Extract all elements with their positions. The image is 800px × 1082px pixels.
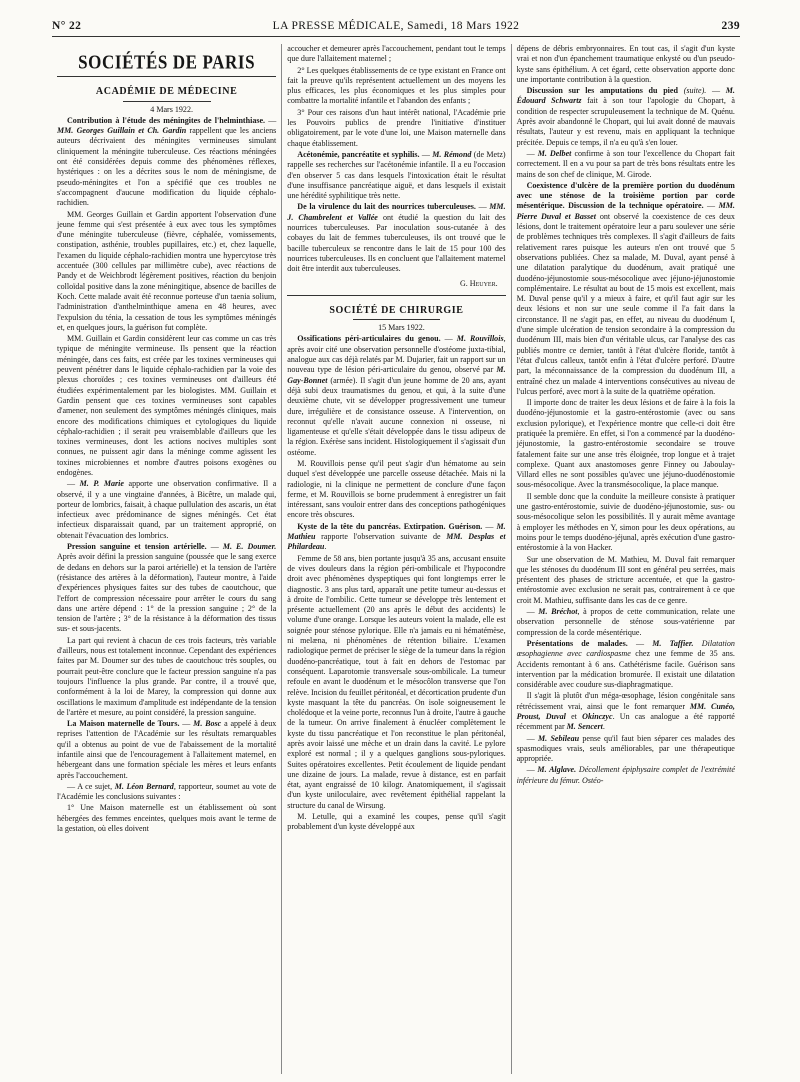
- session-date: 15 Mars 1922.: [378, 323, 425, 333]
- paragraph: — M. Alglave. Décollement épiphysaire complet de l'extrémité inférieure du fémur. Ostéo-: [516, 765, 735, 785]
- paragraph: M. Letulle, qui a examiné les coupes, pense qu'il s'agit probablement d'un kyste développé aux: [287, 812, 506, 832]
- paragraph: 1° Une Maison maternelle est un établissement où sont hébergées des femmes enceintes, quelques mois avant le terme de la gestation, où elles doivent: [57, 803, 277, 834]
- author: M. Édouard Schwartz: [516, 86, 735, 106]
- author: M. P. Marie: [79, 479, 124, 489]
- author: MM. Pierre Duval et Basset: [516, 201, 735, 221]
- article-title: Coexistence d'ulcère de la première portion du duodénum avec une sténose de la troisième portion par corde mésentérique. Discussion de la technique opératoire.: [516, 180, 735, 211]
- column-3: [511, 44, 740, 1074]
- author: M. E. Doumer.: [222, 542, 277, 552]
- author: Okinczyc: [582, 712, 613, 721]
- divider: [287, 295, 505, 296]
- author: M. Rémond: [432, 149, 472, 159]
- author: M. Mathieu: [287, 521, 506, 542]
- paragraph: M. Rouvillois pense qu'il peut s'agir d'un hématome au sein duquel s'est développée une parcelle osseuse détachée. Mais ni la radiologie, ni la clinique ne permettent de conclure d'une façon ferme, et M. Rouvillois se borne prudemment à enregistrer un fait intéressant, sans vouloir entrer dans des conceptions pathogéniques encore très obscures.: [287, 458, 506, 520]
- paragraph: Kyste de la tête du pancréas. Extirpation. Guérison. — M. Mathieu rapporte l'observation suivante de MM. Desplas et Philardeau.: [287, 521, 506, 552]
- divider: [57, 76, 276, 77]
- paragraph: dépens de débris embryonnaires. En tout cas, il s'agit d'un kyste vrai et non d'un épanchement traumatique enkysté ou d'un pseudo-kyste sans épithélium. A cet égard, cette observation apporte donc une importante contribution à la question.: [516, 44, 735, 84]
- article-title: Pression sanguine et tension artérielle.: [67, 542, 207, 552]
- paragraph: Ossifications péri-articulaires du genou. — M. Rouvillois, après avoir cité une observation personnelle d'ostéome juxta-tibial, analogue aux cas déjà relatés par M. Dujarier, fait un rapport sur un nouveau type de lésion péri-articulaire du genou, observé par M. Gay-Bonnet (armée). Il s'agit d'un jeune homme de 20 ans, ayant déjà subi deux traumatismes du genou, et qui, à la suite d'une deuxième chute, vit se développer progressivement une tumeur dure, irrégulière et de consistance osseuse. A l'intervention, on reconnut qu'elle n'avait aucune connexion ni osseuse, ni ligamenteuse et qu'elle s'était développée dans le tissu adipeux de la région. Exérèse sans incident. Histologiquement il s'agissait d'un ostéome.: [287, 334, 506, 457]
- author: MM. Cunéo, Proust, Duval: [516, 701, 735, 721]
- journal-title: LA PRESSE MÉDICALE, Samedi, 18 Mars 1922: [272, 20, 520, 32]
- author: MM. J. Chambrelent et Vallée: [287, 202, 506, 222]
- article-title: Discussion sur les amputations du pied: [526, 86, 678, 96]
- section-title: SOCIÉTÉS DE PARIS: [78, 51, 256, 74]
- article-title: Ossifications péri-articulaires du genou.: [297, 334, 441, 344]
- signature: G. Heuyer.: [459, 278, 498, 288]
- paragraph: MM. Georges Guillain et Gardin apportent l'observation d'une jeune femme qui s'est présentée à eux avec tous les symptômes d'une méningite tuberculeuse (fièvre, céphalée, vomissements, constipation, asthénie, troubles pupillaires, etc.) et, chez laquelle, l'examen du liquide céphalo-rachidien montra une hypercytose très accentuée (300 cellules par millimètre cube), avec réactions de Pandy et de Weichbrodt légèrement positives, réaction du benjoin colloïdal positive dans la zone méningitique, absence de bacilles de Koch. Cette malade avait été reconnue porteuse d'un taenia solium, l'administration d'anthelminthique amena en 48 heures, avec l'expulsion du ténia, la cessation de tous les symptômes méningés et, en quelques jours, la guérison fut complète.: [57, 209, 277, 332]
- paragraph: — A ce sujet, M. Léon Bernard, rapporteur, soumet au vote de l'Académie les conclusions suivantes :: [57, 781, 277, 802]
- header-rule: [52, 36, 740, 37]
- author: M. Gay-Bonnet: [287, 365, 506, 385]
- society-title: ACADÉMIE DE MÉDECINE: [95, 86, 238, 98]
- paragraph: Il importe donc de traiter les deux lésions et de faire à la fois la duodéno-jéjunostomie et la gastro-entérostomie (avec ou sans exclusion pylorique), et l'expérience montre que celle-ci doit être pratiquée la première. En effet, si l'on a commencé par la duodéno-jéjunostomie, la gastro-entérostomie secondaire se trouve fatalement faite sur une anse très éloignée, trop longue et à trajet complexe. Quant aux anastomoses genre Finney ou Jaboulay-Villard elles ne sont possibles qu'avec une jéjuno-duodénostomie sous-mésocolique. Avec la transmésocolique, la place manque.: [516, 398, 735, 490]
- paragraph: 3° Pour ces raisons d'un haut intérêt national, l'Académie prie les Pouvoirs publics de prendre l'initiative d'instituer obligatoirement, par le vote d'une loi, une Maison maternelle dans chaque établissement.: [287, 107, 506, 148]
- paragraph: Femme de 58 ans, bien portante jusqu'à 35 ans, accusant ensuite de vives douleurs dans la région péri-ombilicale et l'hypocondre droit avec phénomènes dyspeptiques qui font longtemps errer le diagnostic. 3 ans plus tard, apparaît une petite tumeur au-dessus et à droite de l'ombilic. Cette tumeur se développe très lentement et présente actuellement (20 ans après le début des accidents) le volume d'une orange. Lorsque les auteurs voient la malade, elle est soignée pour sténose pylorique. Elle n'a jamais eu ni hématémèse, ni melæna, ni phénomènes de rétention biliaire. L'examen radiologique permet de préciser le siège de la tumeur dans la région duodéno-pancréatique, tout à fait en dehors de l'estomac par conséquent. Laparotomie transversale sous-ombilicale. La tumeur refoule en avant le duodénum et le mésocôlon transverse que l'on relève. Incision du feuillet péritonéal, et décortication prudente d'un kyste masquant la tête du pancréas. On isole soigneusement le cholédoque et la veine porte, reconnus l'un à droite, l'autre à gauche de la tumeur. On arrive finalement à énucléer complètement le kyste du tissu pancréatique et l'on reconstitue le plan péritonéal, après avoir laissé une mèche et un drain dans la cavité. Le pylore exploré est normal ; il y a quelques ganglions sous-pyloriques. Suites opératoires excellentes. Petit écoulement de liquide pendant une dizaine de jours. La malade, revue à distance, est en parfait état, ayant engraissé de 10 kilogr. Anatomiquement, il s'agissait d'un kyste uniloculaire, avec revêtement épithélial rappelant la structure du canal de Wirsung.: [287, 553, 506, 810]
- author: M. Bosc: [193, 719, 222, 729]
- author: M. Sebileau: [537, 733, 580, 743]
- article-title: Contribution à l'étude des méningites de l'helminthiase.: [67, 115, 266, 125]
- page-header: [52, 20, 740, 36]
- session-date: 4 Mars 1922.: [150, 104, 193, 114]
- paragraph: Discussion sur les amputations du pied (suite). — M. Édouard Schwartz fait à son tour l'apologie du Chopart, à condition de respecter scrupuleusement la technique de M. Quénu. Après avoir abandonné le Chopart, qui lui avait donné de mauvais résultats, l'auteur y est revenu, mais en appliquant la technique précitée. Depuis ce temps, il n'a eu qu'à s'en louer.: [516, 86, 735, 147]
- author: M. Delbet: [537, 148, 572, 158]
- paragraph: Contribution à l'étude des méningites de l'helminthiase. — MM. Georges Guillain et Ch. Gardin rappellent que les anciens auteurs décrivaient des méningites vermineuses simulant cliniquement la méningite tuberculeuse. Ces réactions méningées ont été considérées depuis comme des phénomènes réflexes, hystériques : on les a décrites sous le nom de méningisme, de pseudo-méningites et l'on a spécifié que ces troubles ne s'accompagnent d'aucune modification du liquide céphalo-rachidien.: [57, 115, 277, 208]
- paragraph: La part qui revient à chacun de ces trois facteurs, très variable d'ailleurs, nous est totalement inconnue. Cependant des expériences faites par M. Doumer sur des tubes de caoutchouc très souples, ou pourrait peut-être conclure que le facteur pression sanguine n'a pas toujours l'influence la plus grande. Par contre, il a trouvé que, conformément à la loi de Marey, la compression qui donne aux oscillations le maximum d'amplitude est indépendante de la tension de l'artère et mesure, au point considéré, la pression sanguine.: [57, 635, 277, 717]
- paragraph: — M. Delbet confirme à son tour l'excellence du Chopart fait correctement. Il en a vu pour sa part de très bons résultats entre les mains de son chef de clinique, M. Girode.: [516, 148, 735, 179]
- author: M. Alglave.: [537, 765, 577, 775]
- article-title: Kyste de la tête du pancréas. Extirpation. Guérison.: [297, 521, 483, 531]
- author: M. Rouvillois: [456, 334, 504, 344]
- article-title: La Maison maternelle de Tours.: [67, 719, 180, 729]
- issue-number: N° 22: [52, 20, 82, 32]
- divider: [353, 319, 440, 320]
- paragraph: — M. Bréchot, à propos de cette communication, relate une observation personnelle de sténose sous-vatérienne par compression de la corde mésentérique.: [516, 607, 735, 637]
- article-columns: [52, 44, 740, 1074]
- paragraph: 2° Les quelques établissements de ce type existant en France ont fait la preuve qu'ils représentent actuellement un des moyens les plus efficaces, les plus économiques et les plus simples pour combattre la mortalité infantile et l'abandon des enfants ;: [287, 65, 506, 106]
- paragraph: Pression sanguine et tension artérielle. — M. E. Doumer. Après avoir défini la pression sanguine (poussée que le sang exerce de dedans en dehors sur la paroi artérielle) et la tension de l'artère (résistance des artères à la déformation), l'auteur montre, à l'aide d'expériences physiques faites sur des tubes de caoutchouc, que l'effort de compression nécessaire pour arrêter le cours du sang dans une artère dépend : 1° de la pression sanguine ; 2° de la tension de l'artère ; 3° de la résistance à la déformation des tissus sus- et sous-jacents.: [57, 542, 277, 634]
- author: M. Sencert: [566, 722, 603, 732]
- paragraph: MM. Guillain et Gardin considèrent leur cas comme un cas très typique de méningite vermineuse. Ils pensent que la réaction méningée, dans ces faits, est créée par les toxines vermineuses qui peuvent pénétrer dans le liquide céphalo-rachidien par la voie des plexus choroïdes ; ces toxines vermineuses ont d'ailleurs été étudiées expérimentalement par les biologistes. MM. Guillain et Gardin pensent que ces toxines vermineuses sont capables d'amener, non seulement des symptômes méningés cliniques, mais encore des modifications chimiques et cytologiques du liquide céphalo-rachidien ; il serait peu vraisemblable d'ailleurs que les toxines vermineuses, dont les actions nocives multiples sont connues, ne puissent agir dans la méninge comme agissent les toxines microbiennes et nombre d'autres poisons exogènes ou endogènes.: [57, 334, 277, 477]
- page-number: 239: [721, 20, 740, 32]
- article-title: De la virulence du lait des nourrices tuberculeuses.: [297, 202, 476, 212]
- author: M. Bréchot: [538, 607, 578, 617]
- society-title: SOCIÉTÉ DE CHIRURGIE: [329, 304, 464, 316]
- column-2: [281, 44, 510, 1074]
- author: M. Taffier.: [652, 638, 694, 648]
- paragraph: Acétonémie, pancréatite et syphilis. — M. Rémond (de Metz) rappelle ses recherches sur l'acétonémie infantile. Il a eu l'occasion d'en observer 5 cas dans lesquels l'intoxication était le résultat d'une insuffisance pancréatique aiguë, et dans lesquels il existait une hérédité syphilitique très nette.: [287, 149, 506, 201]
- paragraph: Sur une observation de M. Mathieu, M. Duval fait remarquer que les sténoses du duodénum III sont en général peu serrées, mais présentent des phases de stricture accentuée, et que la gastro-entérostomie avec exclusion ne serait pas, contrairement à ce que croit M. Mathieu, suffisante dans les cas de ce genre.: [516, 554, 735, 605]
- author: M. Léon Bernard: [114, 781, 174, 791]
- divider: [123, 101, 211, 102]
- paragraph: accoucher et demeurer après l'accouchement, pendant tout le temps que dure l'allaitement maternel ;: [287, 44, 506, 64]
- paragraph: Coexistence d'ulcère de la première portion du duodénum avec une sténose de la troisième portion par corde mésentérique. Discussion de la technique opératoire. — MM. Pierre Duval et Basset ont observé la coexistence de ces deux lésions, dont le traitement opératoire leur a paru soulever une série de problèmes techniques très complexes. Il s'agit d'ailleurs de faits relativement rares puisque les auteurs n'en ont trouvé que 5 observations publiées. Chez sa malade, M. Duval, ayant pensé à une dilatation paralytique du duodénum, avait pratiqué une duodéno-jéjunostomie sous-mésocolique avec jéjuno-jéjunostomie complémentaire. Le résultat au bout de 15 mois est excellent, mais M. Duval pense qu'il y a mieux à faire, et qu'il faut agir sur les deux lésions et non sur une seule comme il l'a fait dans la circonstance. Il ne s'agit pas, en effet, au niveau du duodénum I, d'une simple ulcération de tension secondaire à la compression du duodénum III, mais bien d'un véritable ulcus, car l'analyse des cas publiés montre ce dernier, tantôt à l'état d'ulcère floride, tantôt à l'état d'ulcus calleux, tantôt enfin à l'état d'ulcère perforé. D'autre part, la méconnaissance de la compression du duodénum III, a entraîné chez un malade 4 interventions consécutives au niveau de l'ulcus perforé, avec mort à la suite de la quatrième opération.: [516, 180, 735, 396]
- paragraph: De la virulence du lait des nourrices tuberculeuses. — MM. J. Chambrelent et Vallée ont étudié la question du lait des nourrices tuberculeuses. Par inoculation sous-cutanée à des cobayes du lait de femmes tuberculeuses, ils ont trouvé que le bacille tuberculeux se rencontre dans le lait de 15 pour 100 des nourrices tuberculeuses. Ils en concluent que l'allaitement maternel doit être interdit aux tuberculeuses.: [287, 202, 506, 274]
- article-title: Présentations de malades.: [526, 638, 628, 648]
- author: MM. Desplas et Philardeau: [287, 532, 506, 552]
- paragraph: Il semble donc que la conduite la meilleure consiste à pratiquer une gastro-entérostomie, suivie de duodéno-jéjunostomie, sus- ou sous-mésocolique selon les possibilités. Il y aurait même avantage à employer les méthodes en Y, simon pour les deux opérations, au moins pour le temps duodéno-jéjunal, après exécution d'une gastro-entérostomie à la von Hacker.: [516, 491, 735, 553]
- paragraph: — M. Sebileau pense qu'il faut bien séparer ces malades des spasmodiques vrais, seuls améliorables, par une thérapeutique appropriée.: [516, 733, 735, 764]
- column-1: [52, 44, 281, 1074]
- paragraph: — M. P. Marie apporte une observation confirmative. Il a observé, il y a une vingtaine d'années, à Bicêtre, un malade qui, porteur de lombrics, faisait, à chaque pullulation des ascaris, un état infectieux avec prédominance de signes méningés. Cet état infectieux disparaissait quand, par un traitement approprié, on obtenait l'évacuation des lombrics.: [57, 479, 277, 540]
- paragraph: La Maison maternelle de Tours. — M. Bosc a appelé à deux reprises l'attention de l'Académie sur les résultats remarquables qu'il a obtenus au point de vue de l'abaissement de la mortalité infantile ainsi que de l'encouragement à l'allaitement maternel, en hébergeant dans une formation spéciale les mères et leurs enfants après l'accouchement.: [57, 719, 277, 780]
- article-title: Acétonémie, pancréatite et syphilis.: [297, 149, 420, 159]
- paragraph: Il s'agit là plutôt d'un méga-œsophage, lésion congénitale sans rétrécissement vrai, ainsi que le font remarquer MM. Cunéo, Proust, Duval et Okinczyc. Un cas analogue a été rapporté récemment par M. Sencert.: [516, 691, 735, 732]
- paragraph: Présentations de malades. — M. Taffier. Dilatation œsophagienne avec cardiospasme chez une femme de 35 ans. Accidents remontant à 6 ans. Cathétérisme facile. Guérison sans intervention par la médication bromurée. Il existait une dilatation considérable avec coudure sus-diaphragmatique.: [516, 638, 735, 690]
- author: MM. Georges Guillain et Ch. Gardin: [57, 126, 187, 136]
